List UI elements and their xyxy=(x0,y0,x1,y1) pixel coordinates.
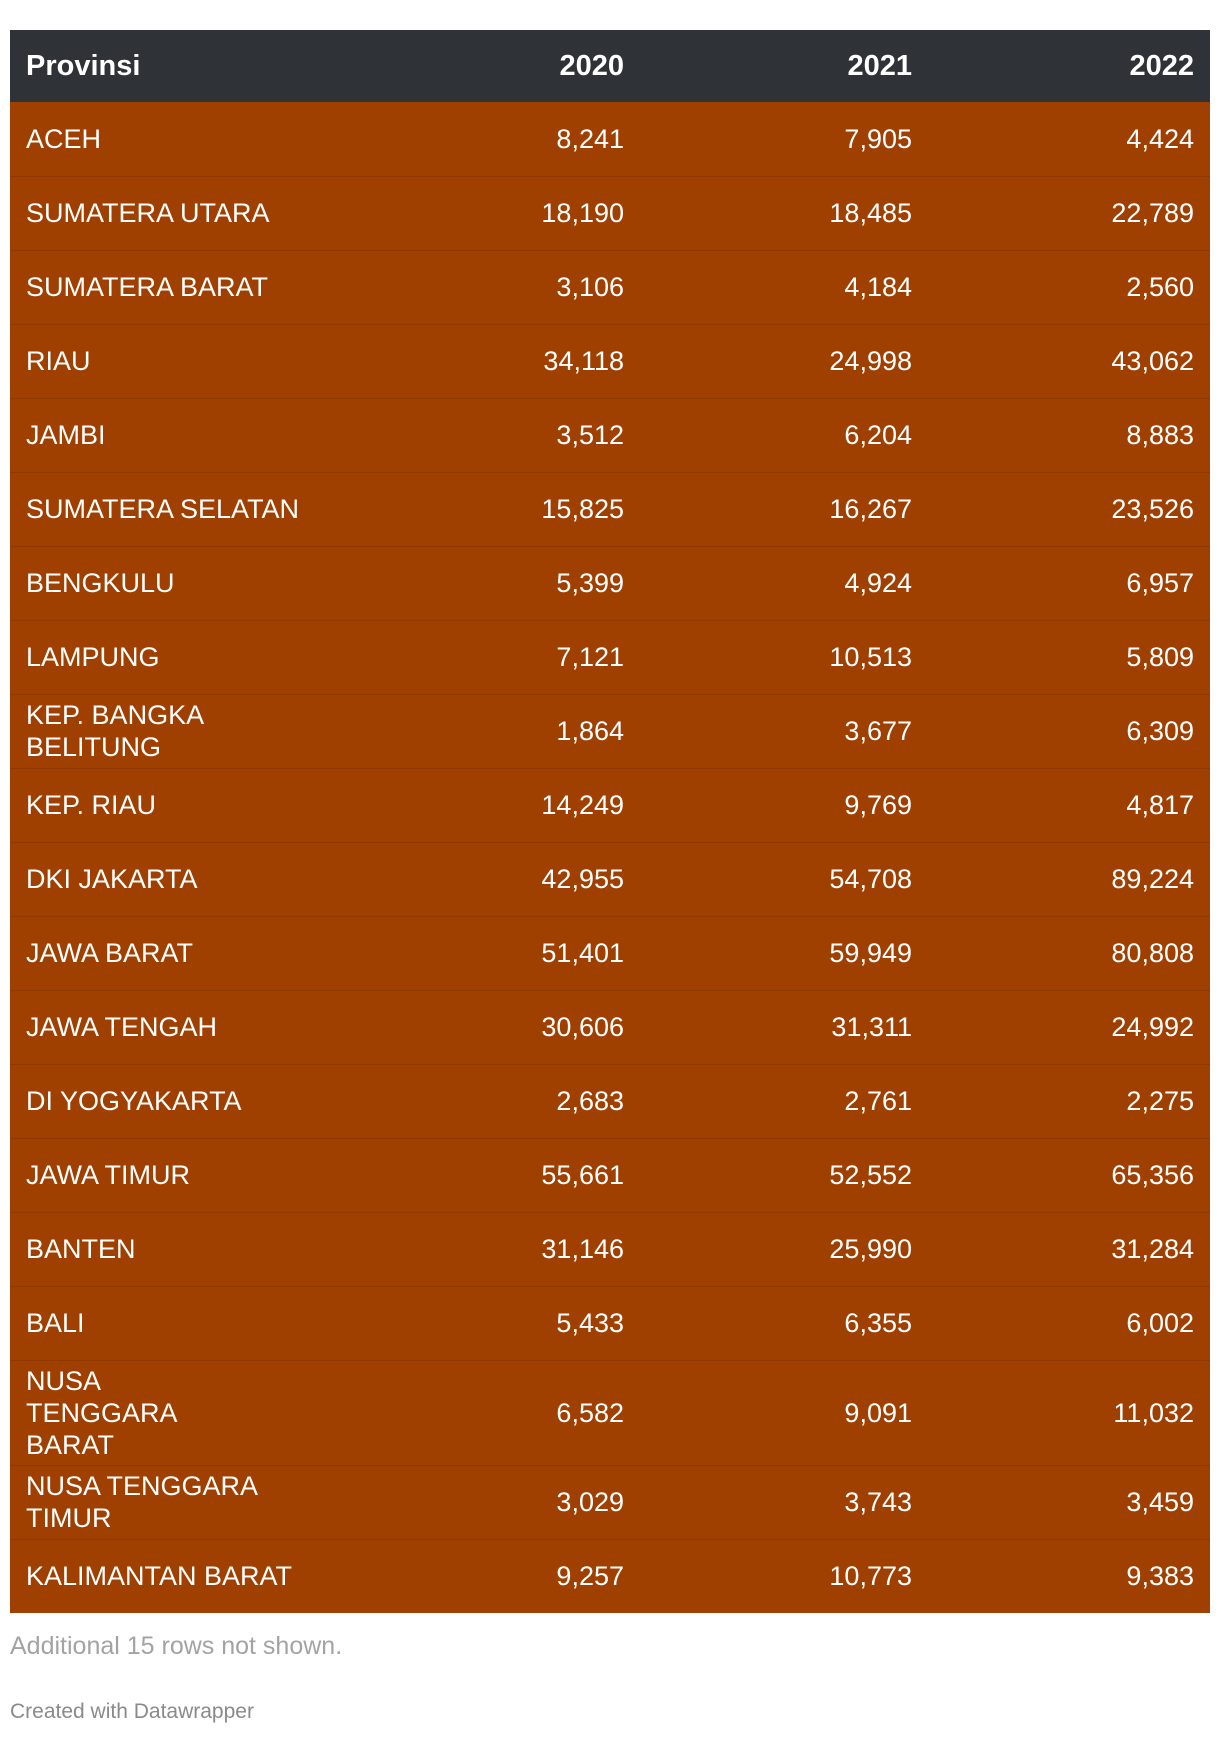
cell-2022: 2,560 xyxy=(1126,272,1194,302)
cell-2022: 24,992 xyxy=(1111,1012,1194,1042)
cell-2021: 25,990 xyxy=(829,1234,912,1264)
cell-provinsi: SUMATERA SELATAN xyxy=(26,494,300,524)
cell-provinsi: BALI xyxy=(26,1308,85,1338)
cell-2022: 22,789 xyxy=(1111,198,1194,228)
cell-2021: 3,677 xyxy=(844,716,912,746)
cell-provinsi: DKI JAKARTA xyxy=(26,864,198,894)
cell-2022: 43,062 xyxy=(1111,346,1194,376)
table-row xyxy=(10,1212,1210,1286)
table-row xyxy=(10,1465,1210,1539)
table-row xyxy=(10,398,1210,472)
table-header xyxy=(10,30,1210,102)
cell-2020: 1,864 xyxy=(556,716,624,746)
cell-2020: 2,683 xyxy=(556,1086,624,1116)
cell-2022: 9,383 xyxy=(1126,1561,1194,1592)
cell-2020: 3,106 xyxy=(556,272,624,302)
cell-provinsi: NUSA TENGGARA TIMUR xyxy=(26,1471,257,1533)
cell-2021: 54,708 xyxy=(829,864,912,894)
cell-2021: 7,905 xyxy=(844,123,912,154)
cell-2020: 5,433 xyxy=(556,1308,624,1338)
table-row xyxy=(10,472,1210,546)
table-row xyxy=(10,1138,1210,1212)
table-row xyxy=(10,102,1210,176)
cell-provinsi: LAMPUNG xyxy=(26,642,160,672)
cell-2022: 4,817 xyxy=(1126,790,1194,820)
cell-2020: 3,029 xyxy=(556,1487,624,1517)
cell-2021: 10,773 xyxy=(829,1561,912,1592)
cell-2021: 10,513 xyxy=(829,642,912,672)
cell-2021: 3,743 xyxy=(844,1487,912,1517)
cell-2021: 6,355 xyxy=(844,1308,912,1338)
table-row xyxy=(10,990,1210,1064)
cell-2020: 55,661 xyxy=(541,1160,624,1190)
table-row xyxy=(10,768,1210,842)
table-row xyxy=(10,1286,1210,1360)
cell-provinsi: JAWA TIMUR xyxy=(26,1160,191,1190)
table-row xyxy=(10,324,1210,398)
table-row xyxy=(10,250,1210,324)
cell-2022: 6,002 xyxy=(1126,1308,1194,1338)
column-header-2022[interactable]: 2022 xyxy=(1129,49,1194,82)
data-table-container xyxy=(10,30,1210,1613)
table-row xyxy=(10,620,1210,694)
data-table xyxy=(10,30,1210,1613)
cell-2020: 9,257 xyxy=(556,1561,624,1592)
column-header-2021[interactable]: 2021 xyxy=(847,49,912,82)
cell-2022: 31,284 xyxy=(1111,1234,1194,1264)
cell-provinsi: SUMATERA BARAT xyxy=(26,272,269,302)
table-body xyxy=(10,102,1210,1613)
cell-2021: 2,761 xyxy=(844,1086,912,1116)
cell-2021: 24,998 xyxy=(829,346,912,376)
column-header-2020[interactable]: 2020 xyxy=(559,49,624,82)
cell-provinsi: NUSA TENGGARA BARAT xyxy=(26,1365,177,1460)
cell-2020: 6,582 xyxy=(556,1397,624,1428)
cell-provinsi: JAWA BARAT xyxy=(26,938,194,968)
cell-2021: 4,924 xyxy=(844,568,912,598)
cell-provinsi: BENGKULU xyxy=(26,568,175,598)
cell-2020: 42,955 xyxy=(541,864,624,894)
cell-provinsi: JAWA TENGAH xyxy=(26,1012,218,1042)
cell-2022: 6,309 xyxy=(1126,716,1194,746)
cell-2021: 31,311 xyxy=(831,1012,912,1042)
cell-2022: 4,424 xyxy=(1126,123,1194,154)
table-row xyxy=(10,176,1210,250)
datawrapper-credit[interactable]: Created with Datawrapper xyxy=(10,1700,254,1723)
cell-2022: 89,224 xyxy=(1111,864,1194,894)
cell-provinsi: KALIMANTAN BARAT xyxy=(26,1561,293,1592)
table-note: Additional 15 rows not shown. xyxy=(10,1632,343,1660)
cell-2020: 18,190 xyxy=(541,198,624,228)
cell-2022: 3,459 xyxy=(1126,1487,1194,1517)
cell-2022: 6,957 xyxy=(1126,568,1194,598)
cell-2020: 51,401 xyxy=(541,938,624,968)
table-row xyxy=(10,916,1210,990)
cell-2021: 9,769 xyxy=(844,790,912,820)
cell-2022: 11,032 xyxy=(1113,1397,1194,1428)
cell-2020: 5,399 xyxy=(556,568,624,598)
cell-2021: 4,184 xyxy=(844,272,912,302)
table-row xyxy=(10,1539,1210,1613)
cell-2020: 15,825 xyxy=(541,494,624,524)
cell-provinsi: BANTEN xyxy=(26,1234,136,1264)
cell-provinsi: ACEH xyxy=(26,123,102,154)
cell-2022: 80,808 xyxy=(1111,938,1194,968)
cell-2021: 6,204 xyxy=(844,420,912,450)
table-row xyxy=(10,1360,1210,1465)
table-row xyxy=(10,694,1210,768)
cell-2020: 30,606 xyxy=(541,1012,624,1042)
cell-2021: 16,267 xyxy=(829,494,912,524)
table-row xyxy=(10,546,1210,620)
cell-2020: 14,249 xyxy=(541,790,624,820)
cell-2020: 34,118 xyxy=(543,346,624,376)
column-header-provinsi[interactable]: Provinsi xyxy=(26,49,141,82)
cell-provinsi: DI YOGYAKARTA xyxy=(26,1086,242,1116)
cell-2021: 59,949 xyxy=(829,938,912,968)
cell-2020: 7,121 xyxy=(556,642,624,672)
table-row xyxy=(10,842,1210,916)
cell-2022: 8,883 xyxy=(1126,420,1194,450)
cell-2022: 2,275 xyxy=(1126,1086,1194,1116)
cell-provinsi: SUMATERA UTARA xyxy=(26,198,270,228)
cell-provinsi: JAMBI xyxy=(26,420,106,450)
cell-provinsi: KEP. BANGKA BELITUNG xyxy=(26,700,203,762)
cell-provinsi: RIAU xyxy=(26,346,91,376)
header-row xyxy=(10,30,1210,102)
cell-2021: 18,485 xyxy=(829,198,912,228)
cell-2021: 52,552 xyxy=(829,1160,912,1190)
cell-2020: 31,146 xyxy=(541,1234,624,1264)
cell-2022: 65,356 xyxy=(1111,1160,1194,1190)
table-row xyxy=(10,1064,1210,1138)
cell-2022: 5,809 xyxy=(1126,642,1194,672)
cell-2022: 23,526 xyxy=(1111,494,1194,524)
cell-2020: 3,512 xyxy=(556,420,624,450)
cell-2020: 8,241 xyxy=(556,123,624,154)
cell-provinsi: KEP. RIAU xyxy=(26,790,157,820)
cell-2021: 9,091 xyxy=(844,1397,912,1428)
